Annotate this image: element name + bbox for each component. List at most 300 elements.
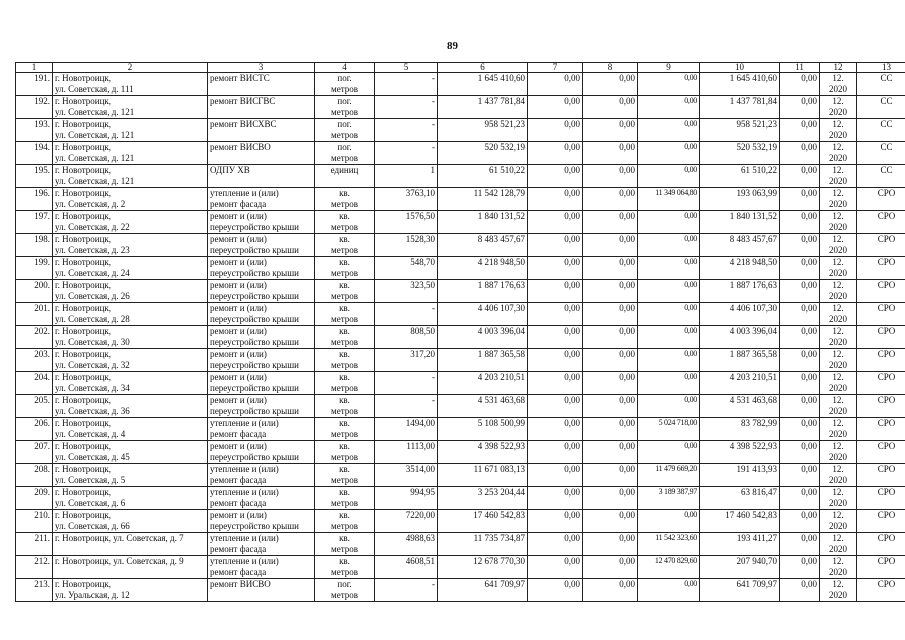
row-number-cell (16, 349, 53, 372)
col7-cell-line: 0,00 (564, 395, 580, 405)
deadline-cell (820, 487, 857, 510)
address-cell-line: ул. Советская, д. 4 (55, 428, 126, 439)
method-cell (857, 579, 905, 602)
col8-cell (583, 234, 638, 257)
total-cost-cell (438, 234, 528, 257)
col7-cell-line: 0,00 (564, 487, 580, 497)
unit-cell-line: метров (331, 382, 358, 393)
col9-cell-line: 0,00 (684, 510, 697, 519)
volume-cell (375, 395, 438, 418)
unit-cell (315, 326, 375, 349)
deadline-cell-line: 12. (832, 96, 844, 106)
col9-cell (638, 73, 700, 96)
deadline-cell (820, 188, 857, 211)
address-cell-line: г. Новотроицк, (55, 349, 112, 359)
col10-cell (700, 441, 780, 464)
col9-cell (638, 579, 700, 602)
col9-cell (638, 142, 700, 165)
col8-cell (583, 372, 638, 395)
column-header: 13 (857, 63, 905, 73)
method-cell (857, 418, 905, 441)
row-number-cell-line: 191. (34, 73, 50, 83)
col7-cell-line: 0,00 (564, 188, 580, 198)
column-header: 9 (638, 63, 700, 73)
col8-cell (583, 211, 638, 234)
work-type-cell-line: переустройство крыши (210, 451, 299, 462)
work-type-cell (208, 349, 315, 372)
table-body (16, 73, 905, 602)
col8-cell (583, 73, 638, 96)
col8-cell-line: 0,00 (619, 487, 635, 497)
col9-cell-line: 0,00 (684, 119, 697, 128)
table-row (16, 372, 905, 395)
col8-cell (583, 395, 638, 418)
method-cell (857, 119, 905, 142)
unit-cell (315, 280, 375, 303)
deadline-cell-line: 2020 (829, 267, 847, 278)
col11-cell-line: 0,00 (801, 418, 817, 428)
row-number-cell (16, 257, 53, 280)
total-cost-cell-line: 12 678 770,30 (473, 556, 525, 566)
method-cell-line: СРО (877, 234, 896, 244)
work-type-cell (208, 303, 315, 326)
col10-cell (700, 326, 780, 349)
unit-cell-line: кв. (339, 303, 350, 313)
row-number-cell-line: 199. (34, 257, 50, 267)
address-cell (53, 395, 208, 418)
col10-cell-line: 4 531 463,68 (729, 395, 777, 405)
volume-cell-line: - (432, 142, 435, 152)
address-cell (53, 372, 208, 395)
total-cost-cell-line: 3 253 204,44 (477, 487, 525, 497)
work-type-cell-line: переустройство крыши (210, 520, 299, 531)
work-type-cell (208, 579, 315, 602)
method-cell (857, 349, 905, 372)
col7-cell (528, 96, 583, 119)
total-cost-cell (438, 257, 528, 280)
col11-cell-line: 0,00 (801, 533, 817, 543)
col11-cell (780, 165, 820, 188)
row-number-cell-line: 200. (34, 280, 50, 290)
row-number-cell (16, 303, 53, 326)
row-number-cell (16, 326, 53, 349)
unit-cell-line: метров (331, 106, 358, 117)
table-row (16, 395, 905, 418)
work-type-cell-line: утепление и (или) (210, 464, 279, 474)
deadline-cell-line: 12. (832, 556, 844, 566)
row-number-cell (16, 441, 53, 464)
address-cell-line: ул. Советская, д. 34 (55, 382, 130, 393)
row-number-cell-line: 192. (34, 96, 50, 106)
column-header: 1 (16, 63, 53, 73)
col11-cell (780, 257, 820, 280)
col10-cell-line: 4 003 396,04 (729, 326, 777, 336)
method-cell (857, 533, 905, 556)
col9-cell-line: 12 470 829,60 (654, 556, 697, 565)
volume-cell (375, 579, 438, 602)
col10-cell-line: 63 816,47 (741, 487, 777, 497)
col10-cell-line: 4 203 210,51 (729, 372, 777, 382)
col9-cell (638, 119, 700, 142)
address-cell (53, 510, 208, 533)
unit-cell-line: пог. (337, 73, 352, 83)
column-header: 12 (820, 63, 857, 73)
col8-cell-line: 0,00 (619, 257, 635, 267)
col9-cell-line: 0,00 (684, 73, 697, 82)
address-cell-line: г. Новотроицк, ул. Советская, д. 9 (55, 556, 184, 566)
volume-cell (375, 96, 438, 119)
deadline-cell-line: 2020 (829, 244, 847, 255)
table-row (16, 418, 905, 441)
col8-cell-line: 0,00 (619, 142, 635, 152)
unit-cell-line: кв. (339, 441, 350, 451)
address-cell-line: г. Новотроицк, ул. Советская, д. 7 (55, 533, 184, 543)
method-cell (857, 303, 905, 326)
col11-cell (780, 188, 820, 211)
col10-cell-line: 4 398 522,93 (729, 441, 777, 451)
method-cell-line: СС (880, 142, 893, 152)
col9-cell (638, 326, 700, 349)
col7-cell (528, 119, 583, 142)
col7-cell-line: 0,00 (564, 418, 580, 428)
deadline-cell (820, 372, 857, 395)
deadline-cell (820, 96, 857, 119)
address-cell-line: г. Новотроицк, (55, 96, 112, 106)
col11-cell (780, 510, 820, 533)
row-number-cell (16, 142, 53, 165)
col10-cell (700, 234, 780, 257)
deadline-cell-line: 2020 (829, 175, 847, 186)
work-type-cell (208, 119, 315, 142)
work-type-cell (208, 73, 315, 96)
volume-cell-line: 1576,50 (405, 211, 435, 221)
volume-cell-line: 3763,10 (405, 188, 435, 198)
method-cell (857, 188, 905, 211)
method-cell (857, 372, 905, 395)
work-type-cell-line: ремонт фасада (210, 543, 267, 554)
volume-cell-line: 994,95 (410, 487, 435, 497)
unit-cell-line: пог. (337, 119, 352, 129)
col9-cell (638, 280, 700, 303)
col9-cell (638, 464, 700, 487)
table-row (16, 165, 905, 188)
method-cell (857, 326, 905, 349)
col10-cell-line: 1 887 365,58 (729, 349, 777, 359)
col9-cell-line: 0,00 (684, 372, 697, 381)
col7-cell (528, 280, 583, 303)
col7-cell-line: 0,00 (564, 579, 580, 589)
col8-cell (583, 96, 638, 119)
col8-cell-line: 0,00 (619, 556, 635, 566)
unit-cell-line: метров (331, 336, 358, 347)
method-cell-line: СРО (877, 533, 896, 543)
table-row (16, 142, 905, 165)
table-row (16, 464, 905, 487)
column-header: 6 (438, 63, 528, 73)
col10-cell (700, 418, 780, 441)
volume-cell-line: 808,50 (410, 326, 435, 336)
deadline-cell-line: 12. (832, 303, 844, 313)
work-type-cell-line: ремонт ВИСХВС (210, 119, 277, 129)
volume-cell-line: 4988,63 (405, 533, 435, 543)
col10-cell (700, 257, 780, 280)
unit-cell-line: метров (331, 129, 358, 140)
col7-cell-line: 0,00 (564, 464, 580, 474)
col8-cell-line: 0,00 (619, 280, 635, 290)
col9-cell-line: 0,00 (684, 96, 697, 105)
col8-cell (583, 579, 638, 602)
col11-cell-line: 0,00 (801, 165, 817, 175)
col11-cell-line: 0,00 (801, 73, 817, 83)
total-cost-cell-line: 5 108 500,99 (477, 418, 525, 428)
col10-cell (700, 73, 780, 96)
col9-cell (638, 188, 700, 211)
address-cell-line: ул. Советская, д. 111 (55, 83, 134, 94)
deadline-cell-line: 12. (832, 349, 844, 359)
unit-cell (315, 372, 375, 395)
col11-cell (780, 142, 820, 165)
unit-cell-line: пог. (337, 579, 352, 589)
col7-cell-line: 0,00 (564, 326, 580, 336)
col10-cell-line: 207 940,70 (736, 556, 777, 566)
total-cost-cell (438, 533, 528, 556)
work-type-cell-line: переустройство крыши (210, 244, 299, 255)
row-number-cell (16, 395, 53, 418)
unit-cell-line: метров (331, 451, 358, 462)
col11-cell (780, 326, 820, 349)
col11-cell-line: 0,00 (801, 464, 817, 474)
col8-cell-line: 0,00 (619, 96, 635, 106)
row-number-cell (16, 510, 53, 533)
col9-cell-line: 0,00 (684, 142, 697, 151)
total-cost-cell (438, 165, 528, 188)
col11-cell (780, 119, 820, 142)
col7-cell-line: 0,00 (564, 280, 580, 290)
volume-cell (375, 188, 438, 211)
method-cell (857, 395, 905, 418)
address-cell-line: ул. Советская, д. 23 (55, 244, 130, 255)
table-row (16, 280, 905, 303)
work-type-cell-line: ремонт и (или) (210, 234, 267, 244)
col10-cell (700, 142, 780, 165)
unit-cell (315, 487, 375, 510)
total-cost-cell (438, 73, 528, 96)
method-cell-line: СРО (877, 487, 896, 497)
col7-cell (528, 441, 583, 464)
volume-cell (375, 464, 438, 487)
address-cell (53, 441, 208, 464)
address-cell-line: ул. Советская, д. 26 (55, 290, 130, 301)
volume-cell-line: - (432, 395, 435, 405)
work-type-cell-line: ремонт и (или) (210, 372, 267, 382)
col8-cell-line: 0,00 (619, 119, 635, 129)
col11-cell (780, 441, 820, 464)
deadline-cell-line: 12. (832, 395, 844, 405)
unit-cell-line: кв. (339, 280, 350, 290)
address-cell-line: г. Новотроицк, (55, 303, 112, 313)
method-cell (857, 556, 905, 579)
work-type-cell (208, 556, 315, 579)
row-number-cell-line: 203. (34, 349, 50, 359)
col7-cell (528, 234, 583, 257)
method-cell-line: СРО (877, 441, 896, 451)
col7-cell (528, 188, 583, 211)
col7-cell-line: 0,00 (564, 165, 580, 175)
deadline-cell-line: 12. (832, 257, 844, 267)
col8-cell (583, 556, 638, 579)
volume-cell (375, 510, 438, 533)
col11-cell (780, 96, 820, 119)
col11-cell (780, 464, 820, 487)
col9-cell (638, 418, 700, 441)
unit-cell (315, 441, 375, 464)
col9-cell-line: 0,00 (684, 211, 697, 220)
deadline-cell-line: 2020 (829, 290, 847, 301)
col11-cell (780, 73, 820, 96)
method-cell (857, 234, 905, 257)
volume-cell (375, 234, 438, 257)
total-cost-cell (438, 326, 528, 349)
method-cell-line: СРО (877, 579, 896, 589)
address-cell-line: г. Новотроицк, (55, 326, 112, 336)
table-row (16, 349, 905, 372)
total-cost-cell (438, 96, 528, 119)
unit-cell (315, 395, 375, 418)
address-cell (53, 487, 208, 510)
work-type-cell (208, 234, 315, 257)
deadline-cell-line: 12. (832, 418, 844, 428)
total-cost-cell-line: 4 406 107,30 (477, 303, 525, 313)
col10-cell-line: 641 709,97 (736, 579, 777, 589)
col11-cell-line: 0,00 (801, 119, 817, 129)
row-number-cell (16, 372, 53, 395)
col11-cell (780, 579, 820, 602)
col8-cell-line: 0,00 (619, 464, 635, 474)
address-cell-line: ул. Советская, д. 36 (55, 405, 130, 416)
total-cost-cell-line: 11 542 128,79 (473, 188, 525, 198)
method-cell-line: СРО (877, 510, 896, 520)
col7-cell-line: 0,00 (564, 257, 580, 267)
col8-cell-line: 0,00 (619, 165, 635, 175)
deadline-cell (820, 326, 857, 349)
work-type-cell (208, 441, 315, 464)
address-cell-line: ул. Советская, д. 6 (55, 497, 126, 508)
table-row (16, 73, 905, 96)
table-row (16, 533, 905, 556)
unit-cell-line: кв. (339, 372, 350, 382)
total-cost-cell-line: 17 460 542,83 (473, 510, 525, 520)
deadline-cell-line: 12. (832, 372, 844, 382)
col8-cell-line: 0,00 (619, 441, 635, 451)
col8-cell-line: 0,00 (619, 395, 635, 405)
table-row (16, 441, 905, 464)
address-cell (53, 119, 208, 142)
col11-cell-line: 0,00 (801, 510, 817, 520)
col8-cell (583, 119, 638, 142)
deadline-cell-line: 2020 (829, 106, 847, 117)
address-cell (53, 464, 208, 487)
total-cost-cell (438, 579, 528, 602)
unit-cell-line: кв. (339, 349, 350, 359)
deadline-cell (820, 142, 857, 165)
volume-cell-line: - (432, 119, 435, 129)
col10-cell (700, 533, 780, 556)
work-type-cell-line: утепление и (или) (210, 418, 279, 428)
col11-cell (780, 280, 820, 303)
col11-cell-line: 0,00 (801, 395, 817, 405)
col8-cell-line: 0,00 (619, 234, 635, 244)
col10-cell (700, 510, 780, 533)
col10-cell-line: 17 460 542,83 (725, 510, 777, 520)
work-type-cell-line: ремонт и (или) (210, 395, 267, 405)
unit-cell-line: кв. (339, 395, 350, 405)
work-type-cell-line: ремонт ВИСВО (210, 142, 271, 152)
col10-cell-line: 193 063,99 (736, 188, 777, 198)
work-type-cell (208, 188, 315, 211)
total-cost-cell (438, 510, 528, 533)
col10-cell-line: 1 887 176,63 (729, 280, 777, 290)
deadline-cell-line: 12. (832, 165, 844, 175)
col8-cell-line: 0,00 (619, 510, 635, 520)
col9-cell-line: 0,00 (684, 280, 697, 289)
address-cell-line: г. Новотроицк, (55, 372, 112, 382)
capital-repair-table (15, 62, 905, 602)
address-cell-line: г. Новотроицк, (55, 142, 112, 152)
total-cost-cell-line: 11 671 083,13 (473, 464, 525, 474)
col7-cell (528, 372, 583, 395)
unit-cell (315, 533, 375, 556)
deadline-cell-line: 12. (832, 211, 844, 221)
unit-cell (315, 556, 375, 579)
address-cell (53, 211, 208, 234)
volume-cell-line: 4608,51 (405, 556, 435, 566)
method-cell-line: СС (880, 73, 893, 83)
unit-cell-line: метров (331, 543, 358, 554)
work-type-cell-line: переустройство крыши (210, 290, 299, 301)
volume-cell (375, 280, 438, 303)
col9-cell (638, 211, 700, 234)
volume-cell-line: - (432, 579, 435, 589)
col11-cell (780, 556, 820, 579)
col9-cell (638, 165, 700, 188)
work-type-cell (208, 326, 315, 349)
row-number-cell (16, 188, 53, 211)
row-number-cell (16, 234, 53, 257)
row-number-cell (16, 280, 53, 303)
col10-cell-line: 1 840 131,52 (729, 211, 777, 221)
total-cost-cell (438, 142, 528, 165)
deadline-cell-line: 2020 (829, 359, 847, 370)
row-number-cell (16, 579, 53, 602)
total-cost-cell (438, 280, 528, 303)
col11-cell (780, 303, 820, 326)
col10-cell (700, 556, 780, 579)
col7-cell-line: 0,00 (564, 349, 580, 359)
table-row (16, 96, 905, 119)
col10-cell (700, 349, 780, 372)
col7-cell-line: 0,00 (564, 303, 580, 313)
col9-cell-line: 0,00 (684, 234, 697, 243)
col7-cell-line: 0,00 (564, 372, 580, 382)
volume-cell (375, 165, 438, 188)
col9-cell (638, 533, 700, 556)
col9-cell (638, 395, 700, 418)
col8-cell (583, 326, 638, 349)
work-type-cell-line: утепление и (или) (210, 487, 279, 497)
col8-cell (583, 464, 638, 487)
col10-cell (700, 579, 780, 602)
col8-cell (583, 257, 638, 280)
